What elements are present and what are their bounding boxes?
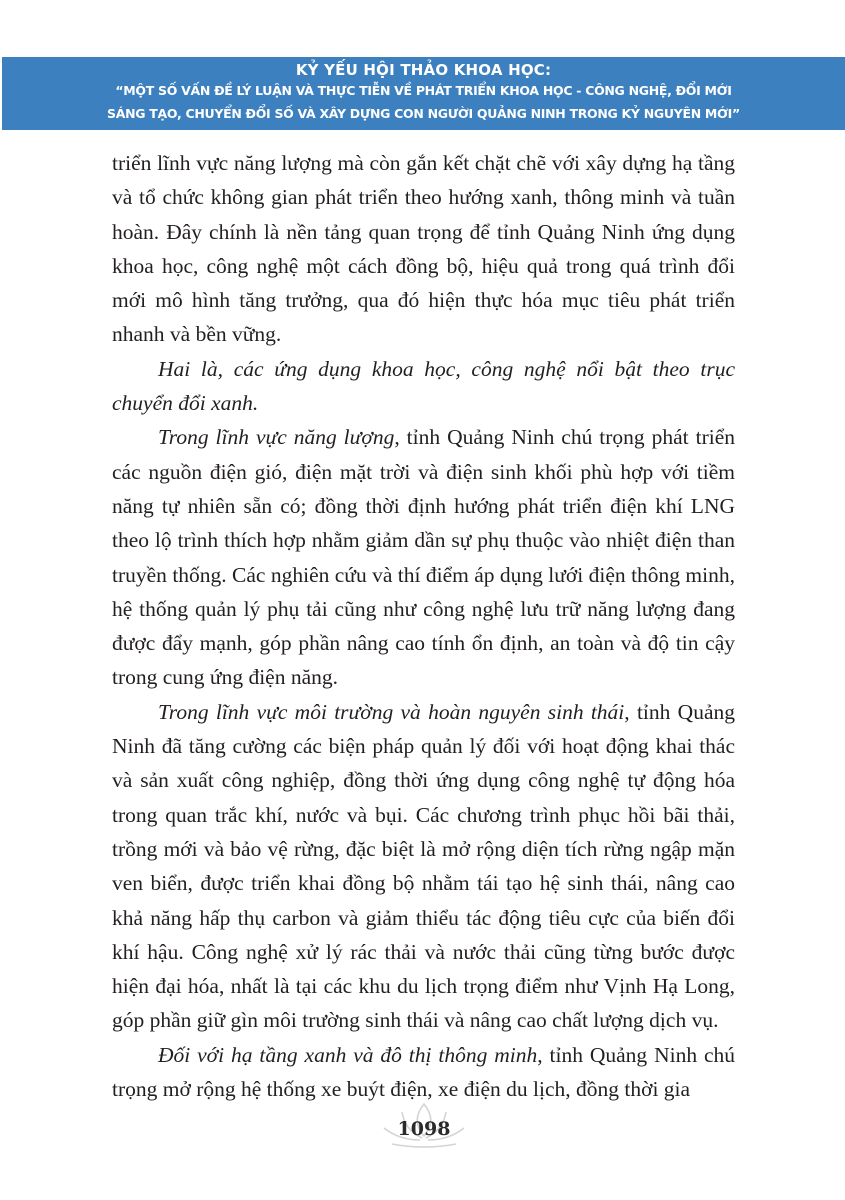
conference-header-band	[2, 57, 845, 130]
paragraph-green-infrastructure	[112, 1038, 735, 1107]
page-footer	[372, 1100, 476, 1152]
paragraph-environment	[112, 695, 735, 1038]
green-infrastructure-lead-in: Đối với hạ tầng xanh và đô thị thông minh	[158, 1042, 538, 1067]
paragraph-section-heading	[112, 352, 735, 421]
green-infrastructure-text: , tỉnh Quảng Ninh chú trọng mở rộng hệ thống xe buýt điện, xe điện du lịch, đồng thời gia	[112, 1042, 735, 1102]
environment-lead-in: Trong lĩnh vực môi trường và hoàn nguyên sinh thái	[158, 699, 625, 724]
page-number: 1098	[397, 1118, 451, 1140]
header-title: KỶ YẾU HỘI THẢO KHOA HỌC:	[295, 61, 552, 79]
article-body	[112, 146, 735, 1106]
paragraph-energy	[112, 420, 735, 694]
header-subtitle-line-2: SÁNG TẠO, CHUYỂN ĐỔI SỐ VÀ XÂY DỰNG CON NGƯỜI QUẢNG NINH TRONG KỶ NGUYÊN MỚI”	[107, 106, 740, 121]
section-heading-text: Hai là, các ứng dụng khoa học, công nghệ nổi bật theo trục chuyển đổi xanh.	[112, 356, 735, 416]
paragraph-continuation: triển lĩnh vực năng lượng mà còn gắn kết chặt chẽ với xây dựng hạ tầng và tổ chức không gian phát triển theo hướng xanh, thông minh và tuần hoàn. Đây chính là nền tảng quan trọng để tỉnh Quảng Ninh ứng dụng khoa học, công nghệ một cách đồng bộ, hiệu quả trong quá trình đổi mới mô hình tăng trưởng, qua đó hiện thực hóa mục tiêu phát triển nhanh và bền vững.	[112, 151, 735, 347]
energy-text: , tỉnh Quảng Ninh chú trọng phát triển các nguồn điện gió, điện mặt trời và điện sinh khối phù hợp với tiềm năng tự nhiên sẵn có; đồng thời định hướng phát triển điện khí LNG theo lộ trình thích hợp nhằm giảm dần sự phụ thuộc vào nhiệt điện than truyền thống. Các nghiên cứu và thí điểm áp dụng lưới điện thông minh, hệ thống quản lý phụ tải cũng như công nghệ lưu trữ năng lượng đang được đẩy mạnh, góp phần nâng cao tính ổn định, an toàn và độ tin cậy trong cung ứng điện năng.	[112, 425, 735, 690]
environment-text: , tỉnh Quảng Ninh đã tăng cường các biện pháp quản lý đối với hoạt động khai thác và sản xuất công nghiệp, đồng thời ứng dụng công nghệ tự động hóa trong quan trắc khí, nước và bụi. Các chương trình phục hồi bãi thải, trồng mới và bảo vệ rừng, đặc biệt là mở rộng diện tích rừng ngập mặn ven biển, được triển khai đồng bộ nhằm tái tạo hệ sinh thái, nâng cao khả năng hấp thụ carbon và giảm thiểu tác động tiêu cực của biến đổi khí hậu. Công nghệ xử lý rác thải và nước thải cũng từng bước được hiện đại hóa, nhất là tại các khu du lịch trọng điểm như Vịnh Hạ Long, góp phần giữ gìn môi trường sinh thái và nâng cao chất lượng dịch vụ.	[112, 699, 735, 1033]
energy-lead-in: Trong lĩnh vực năng lượng	[158, 425, 395, 450]
header-subtitle-line-1: “MỘT SỐ VẤN ĐỀ LÝ LUẬN VÀ THỰC TIỄN VỀ PHÁT TRIỂN KHOA HỌC - CÔNG NGHỆ, ĐỔI MỚI	[115, 83, 732, 98]
